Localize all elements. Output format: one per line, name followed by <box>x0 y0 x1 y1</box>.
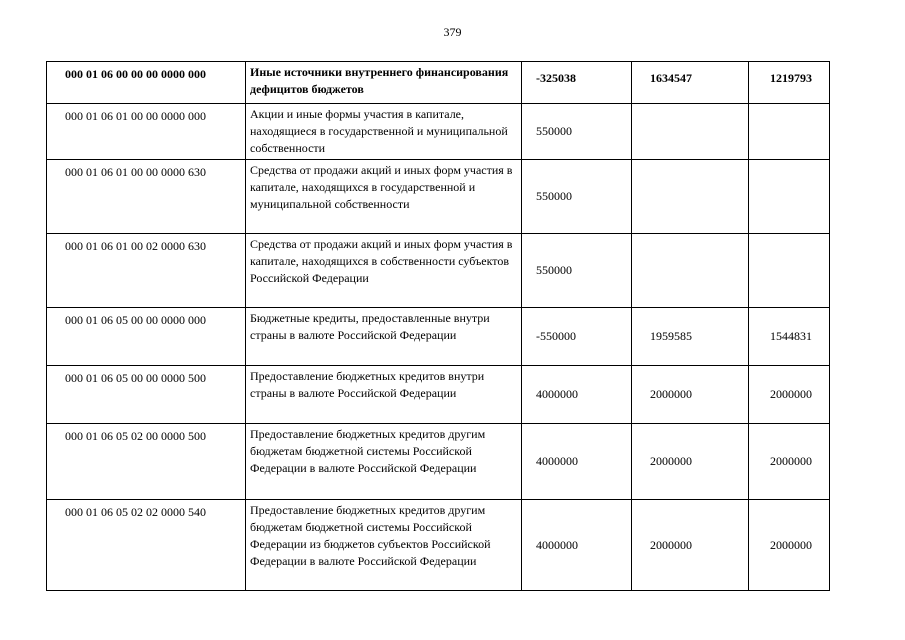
amount-cell-3 <box>749 234 830 308</box>
classification-code-cell: 000 01 06 05 00 00 0000 500 <box>47 366 246 424</box>
table-row <box>47 308 830 366</box>
page-number: 379 <box>443 25 462 39</box>
classification-code-cell: 000 01 06 01 00 00 0000 630 <box>47 160 246 234</box>
amount-cell-2: 1634547 <box>632 62 749 104</box>
amount-cell-1: 4000000 <box>522 424 632 500</box>
source-name-cell: Предоставление бюджетных кредитов другим бюджетам бюджетной системы Российской Федерации в валюте Российской Федерации <box>246 424 522 500</box>
source-name-cell: Иные источники внутреннего финансирования дефицитов бюджетов <box>246 62 522 104</box>
table-row <box>47 62 830 104</box>
source-name-cell: Средства от продажи акций и иных форм участия в капитале, находящихся в государственной и муниципальной собственности <box>246 160 522 234</box>
table-row <box>47 500 830 591</box>
amount-cell-2: 1959585 <box>632 308 749 366</box>
amount-cell-2 <box>632 234 749 308</box>
amount-cell-1: 4000000 <box>522 366 632 424</box>
table-row <box>47 366 830 424</box>
table-row <box>47 160 830 234</box>
classification-code-cell: 000 01 06 01 00 02 0000 630 <box>47 234 246 308</box>
amount-cell-1: -550000 <box>522 308 632 366</box>
source-name-cell: Бюджетные кредиты, предоставленные внутри страны в валюте Российской Федерации <box>246 308 522 366</box>
budget-financing-table <box>46 61 830 591</box>
source-name-cell: Акции и иные формы участия в капитале, находящиеся в государственной и муниципальной собственности <box>246 104 522 160</box>
classification-code-cell: 000 01 06 05 00 00 0000 000 <box>47 308 246 366</box>
table-row <box>47 234 830 308</box>
source-name-cell: Предоставление бюджетных кредитов внутри страны в валюте Российской Федерации <box>246 366 522 424</box>
amount-cell-2: 2000000 <box>632 424 749 500</box>
amount-cell-1: 550000 <box>522 104 632 160</box>
amount-cell-1: 550000 <box>522 234 632 308</box>
amount-cell-3 <box>749 160 830 234</box>
amount-cell-2: 2000000 <box>632 500 749 591</box>
amount-cell-1: -325038 <box>522 62 632 104</box>
amount-cell-3: 1219793 <box>749 62 830 104</box>
amount-cell-3: 2000000 <box>749 424 830 500</box>
amount-cell-3: 1544831 <box>749 308 830 366</box>
amount-cell-2 <box>632 104 749 160</box>
amount-cell-1: 550000 <box>522 160 632 234</box>
amount-cell-3: 2000000 <box>749 366 830 424</box>
classification-code-cell: 000 01 06 05 02 00 0000 500 <box>47 424 246 500</box>
source-name-cell: Средства от продажи акций и иных форм участия в капитале, находящихся в собственности субъектов Российской Федерации <box>246 234 522 308</box>
amount-cell-2: 2000000 <box>632 366 749 424</box>
table-row <box>47 104 830 160</box>
amount-cell-2 <box>632 160 749 234</box>
amount-cell-3: 2000000 <box>749 500 830 591</box>
table-row <box>47 424 830 500</box>
classification-code-cell: 000 01 06 00 00 00 0000 000 <box>47 62 246 104</box>
amount-cell-1: 4000000 <box>522 500 632 591</box>
classification-code-cell: 000 01 06 01 00 00 0000 000 <box>47 104 246 160</box>
amount-cell-3 <box>749 104 830 160</box>
classification-code-cell: 000 01 06 05 02 02 0000 540 <box>47 500 246 591</box>
source-name-cell: Предоставление бюджетных кредитов другим бюджетам бюджетной системы Российской Федерации из бюджетов субъектов Российской Федерации в валюте Российской Федерации <box>246 500 522 591</box>
